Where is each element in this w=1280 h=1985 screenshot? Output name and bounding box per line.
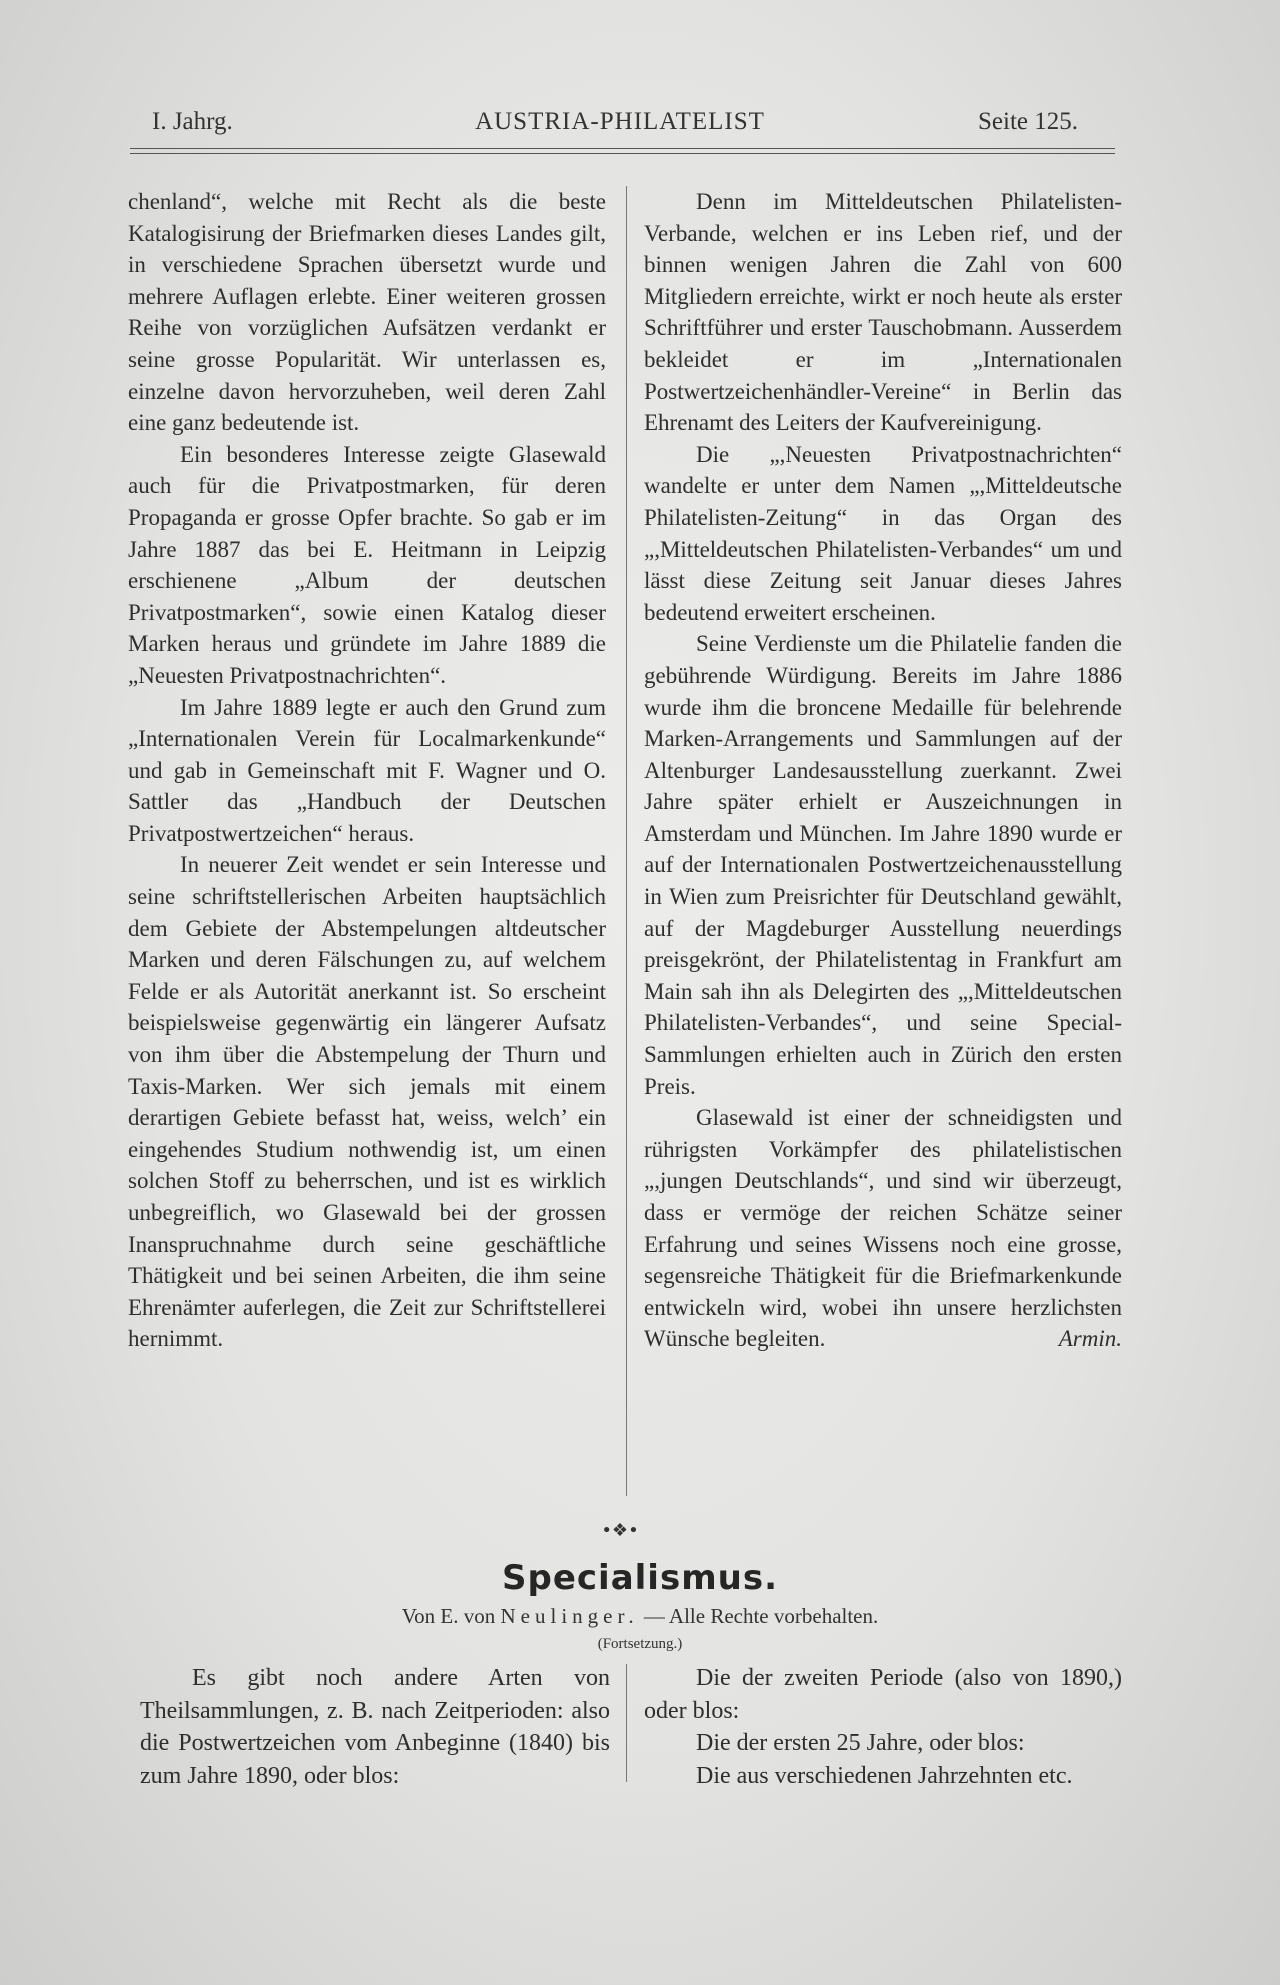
running-header [150, 104, 1090, 144]
right-column [644, 186, 1122, 1355]
header-page-number: Seite 125. [978, 108, 1078, 135]
left-paragraph: Ein besonderes Interesse zeigte Glasewald auch für die Privatpostmarken, für deren Propaganda er grosse Opfer brachte. So gab er im Jahre 1887 das bei E. Heitmann in Leipzig erschienene „Album der deutschen Privatpostmarken“, sowie einen Katalog dieser Marken heraus und gründete im Jahre 1889 die „Neuesten Privatpostnachrichten“. [128, 441, 606, 688]
header-rule-bottom [130, 153, 1115, 154]
byline-prefix: Von E. von [401, 1604, 496, 1628]
header-journal-title: AUSTRIA-PHILATELIST [475, 108, 765, 135]
right-paragraph: Denn im Mitteldeutschen Philatelisten-Verbande, welchen er ins Leben rief, und der binnen wenigen Jahren die Zahl von 600 Mitgliedern erreichte, wirkt er noch heute als erster Schriftführer und erster Tauschobmann. Ausserdem bekleidet er im „Internationalen Postwertzeichenhändler-Vereine“ in Berlin das Ehrenamt des Leiters der Kaufvereinigung. [644, 189, 1122, 436]
right-paragraph [644, 1102, 1122, 1355]
section-ornament: •❖• [601, 1520, 639, 1541]
article-right-line: Die der ersten 25 Jahre, oder blos: [696, 1730, 1025, 1756]
right-paragraph: Die „,Neuesten Privatpostnachrichten“ wandelte er unter dem Namen „,Mitteldeutsche Philatelisten-Zeitung“ in das Organ des „,Mitteldeutschen Philatelisten-Verbandes“ um und lässt diese Zeitung seit Januar dieses Jahres bedeutend erweitert erscheinen. [644, 441, 1122, 625]
author-signature: Armin. [1058, 1326, 1122, 1352]
left-paragraph: In neuerer Zeit wendet er sein Interesse und seine schriftstellerischen Arbeiten hauptsächlich dem Gebiete der Abstempelungen altdeutscher Marken und deren Fälschungen zu, auf welchem Felde er als Autorität anerkannt ist. So erscheint beispielsweise gegenwärtig ein längerer Aufsatz von ihm über die Abstempelung der Thurn und Taxis-Marken. Wer sich jemals mit einem derartigen Gebiete befasst hat, weiss, welch’ ein eingehendes Studium nothwendig ist, um einen solchen Stoff zu beherrschen, und ist es wirklich unbegreiflich, wo Glasewald bei der grossen Inanspruchnahme durch seine geschäftliche Thätigkeit und bei seinen Arbeiten, die ihm seine Ehrenämter auferlegen, die Zeit zur Schriftstellerei hernimmt. [128, 852, 606, 1352]
article-left-column [140, 1662, 610, 1792]
byline-author: Neulinger. [500, 1604, 639, 1628]
byline-rights: — Alle Rechte vorbehalten. [643, 1604, 879, 1628]
left-column [128, 186, 606, 1355]
article-right-line: Die aus verschiedenen Jahrzehnten etc. [696, 1762, 1073, 1789]
article-right-column [644, 1662, 1122, 1792]
left-paragraph: chenland“, welche mit Recht als die beste Katalogisirung der Briefmarken dieses Landes gilt, in verschiedene Sprachen übersetzt wurde und mehrere Auflagen erlebte. Einer weiteren grossen Reihe von vorzüglichen Aufsätzen verdankt er seine grosse Popularität. Wir unterlassen es, einzelne davon hervorzuheben, weil deren Zahl eine ganz bedeutende ist. [128, 189, 606, 436]
article-left-paragraph: Es gibt noch andere Arten von Theilsammlungen, z. B. nach Zeitperioden: also die Postwertzeichen vom Anbeginne (1840) bis zum Jahre 1890, oder blos: [140, 1665, 610, 1789]
article-byline [0, 1604, 1280, 1629]
continuation-note: (Fortsetzung.) [597, 1636, 683, 1652]
left-paragraph: Im Jahre 1889 legte er auch den Grund zum „Internationalen Verein für Localmarkenkunde“ und gab in Gemeinschaft mit F. Wagner und O. Sattler das „Handbuch der Deutschen Privatpostwertzeichen“ heraus. [128, 694, 606, 846]
closing-paragraph-text: Glasewald ist einer der schneidigsten und rührigsten Vorkämpfer des philatelistischen „,jungen Deutschlands“, und sind wir überzeugt, dass er vermöge der reichen Schätze seiner Erfahrung und seines Wissens noch eine grosse, segensreiche Thätigkeit für die Briefmarkenkunde entwickeln wird, wobei ihn unsere herzlichsten Wünsche begleiten. [644, 1105, 1122, 1352]
header-volume: I. Jahrg. [152, 108, 233, 135]
article-right-line: Die der zweiten Periode (also von 1890,) oder blos: [644, 1665, 1122, 1724]
column-divider [626, 186, 627, 1496]
article-column-divider [626, 1664, 627, 1782]
article-title: Specialismus. [502, 1558, 778, 1598]
header-rule-top [130, 148, 1115, 149]
right-paragraph: Seine Verdienste um die Philatelie fanden die gebührende Würdigung. Bereits im Jahre 1886 wurde ihm die broncene Medaille für belehrende Marken-Arrangements und Sammlungen auf der Altenburger Landesausstellung zuerkannt. Zwei Jahre später erhielt er Auszeichnungen in Amsterdam und München. Im Jahre 1890 wurde er auf der Internationalen Postwertzeichenausstellung in Wien zum Preisrichter für Deutschland gewählt, auf der Magdeburger Ausstellung neuerdings preisgekrönt, der Philatelistentag in Frankfurt am Main sah ihn als Delegirten des „,Mitteldeutschen Philatelisten-Verbandes“, und seine Special-Sammlungen erhielten auch in Zürich den ersten Preis. [644, 631, 1122, 1099]
